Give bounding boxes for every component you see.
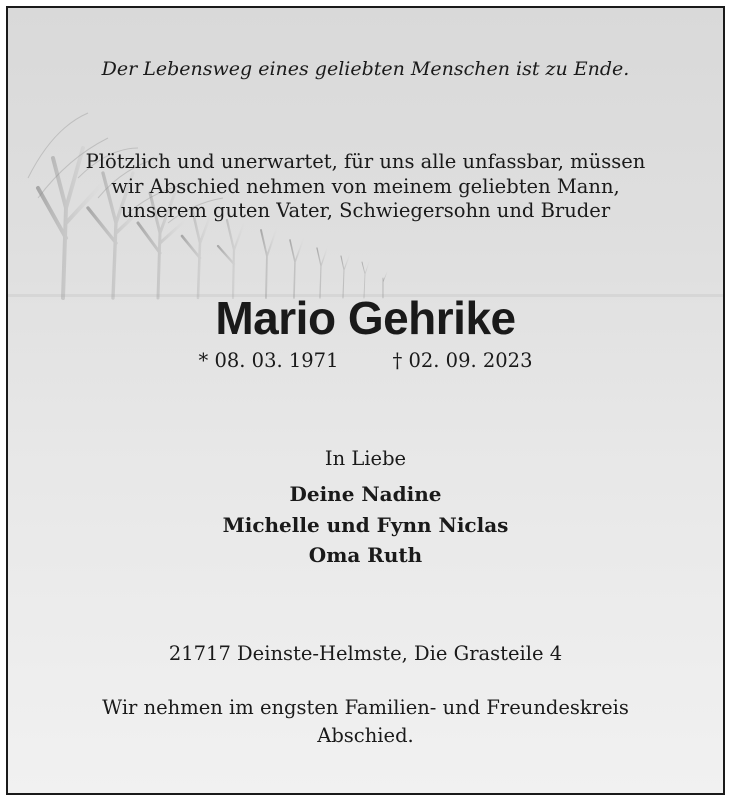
intro-line: wir Abschied nehmen von meinem geliebten Mann, <box>111 174 620 198</box>
intro-line: unserem guten Vater, Schwiegersohn und Bruder <box>120 199 611 222</box>
intro-line: Plötzlich und unerwartet, für uns alle unfassbar, müssen <box>85 150 646 173</box>
deceased-name: Mario Gehrike <box>215 292 516 344</box>
intro-text <box>8 150 723 224</box>
life-dates <box>8 349 723 372</box>
farewell-line: Abschied. <box>317 724 414 747</box>
signature: Oma Ruth <box>308 543 423 567</box>
farewell-line: Wir nehmen im engsten Familien- und Freundeskreis <box>102 696 629 719</box>
motto: Der Lebensweg eines geliebten Menschen ist zu Ende. <box>101 58 630 80</box>
in-love-label: In Liebe <box>324 447 407 470</box>
death-date: † 02. 09. 2023 <box>392 349 533 372</box>
birth-date: * 08. 03. 1971 <box>198 349 339 372</box>
obituary-notice <box>6 6 725 795</box>
signature: Michelle und Fynn Niclas <box>222 513 509 537</box>
misty-tree-row-background <box>8 8 723 793</box>
farewell-note <box>8 694 723 750</box>
address: 21717 Deinste-Helmste, Die Grasteile 4 <box>168 642 563 665</box>
signature: Deine Nadine <box>289 482 442 506</box>
